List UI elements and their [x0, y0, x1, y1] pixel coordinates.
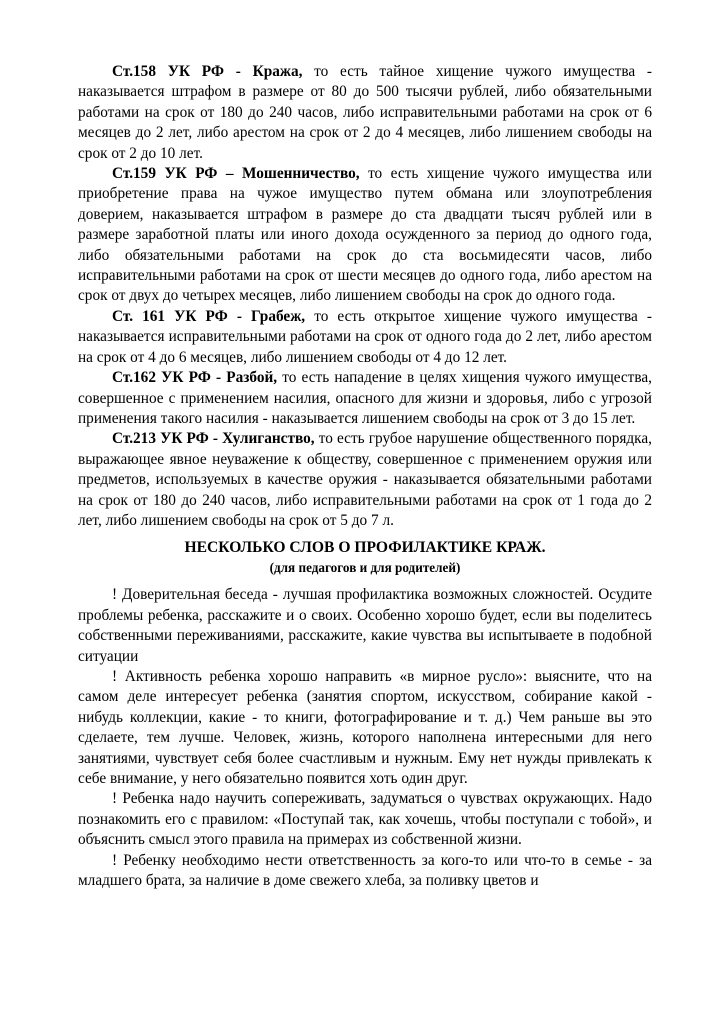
article-paragraph-161: [78, 307, 652, 368]
tip-paragraph-4: ! Ребенку необходимо нести ответственность за кого-то или что-то в семье - за младшего брата, за наличие в доме свежего хлеба, за поливку цветов и: [78, 851, 652, 890]
article-lead-162: Ст.162 УК РФ - Разбой,: [112, 369, 278, 387]
article-lead-213: Ст.213 УК РФ - Хулиганство,: [112, 430, 315, 448]
article-lead-161: Ст. 161 УК РФ - Грабеж,: [112, 307, 306, 325]
article-paragraph-158: [78, 62, 652, 164]
article-paragraph-159: [78, 164, 652, 307]
article-lead-158: Ст.158 УК РФ - Кража,: [112, 63, 303, 80]
section-heading: НЕСКОЛЬКО СЛОВ О ПРОФИЛАКТИКЕ КРАЖ.: [184, 539, 546, 557]
article-body-161: то есть открытое хищение чужого имущества - наказывается исправительными работами на срок от одного года до 2 лет, либо арестом на срок от 4 до 6 месяцев, либо лишением свободы от 4 до 12 лет.: [78, 307, 653, 366]
tip-paragraph-1: ! Доверительная беседа - лучшая профилактика возможных сложностей. Осудите проблемы ребенка, расскажите и о своих. Особенно хорошо будет, если вы поделитесь собственными переживаниями, расскажите, какие чувства вы испытываете в подобной ситуации: [78, 586, 652, 665]
article-body-159: то есть хищение чужого имущества или приобретение права на чужое имущество путем обмана или злоупотребления доверием, наказывается штрафом в размере до ста двадцати тысяч рублей или в размере заработной платы или иного дохода осужденного за период до одного года, либо обязательными работами на срок до ста восьмидесяти часов, либо исправительными работами на срок от шести месяцев до одного года, либо арестом на срок от двух до четырех месяцев, либо лишением свободы на срок до одного года.: [78, 165, 652, 305]
article-body-158: то есть тайное хищение чужого имущества - наказывается штрафом в размере от 80 до 500 тысячи рублей, либо обязательными работами на срок от 180 до 240 часов, либо исправительными работами на срок от 6 месяцев до 2 лет, либо арестом на срок от 2 до 4 месяцев, либо лишением свободы на срок от 2 до 10 лет.: [78, 63, 652, 162]
article-body-213: то есть грубое нарушение общественного порядка, выражающее явное неуважение к обществу, совершенное с применением оружия или предметов, используемых в качестве оружия - наказывается обязательными работами на срок от 180 до 240 часов, либо исправительными работами на срок от 1 года до 2 лет, либо лишением свободы на срок от 5 до 7 л.: [78, 430, 652, 529]
tip-paragraph-2: ! Активность ребенка хорошо направить «в мирное русло»: выясните, что на самом деле интересует ребенка (занятия спортом, искусством, собирание какой - нибудь коллекции, какие - то книги, фотографирование и т. д.) Чем раньше вы это сделаете, тем лучше. Человек, жизнь, которого наполнена интересными для него занятиями, чувствует себя более счастливым и нужным. Ему нет нужды привлекать к себе внимание, у него обязательно появится хоть один друг.: [78, 667, 652, 787]
article-body-162: то есть нападение в целях хищения чужого имущества, совершенное с применением насилия, опасного для жизни и здоровья, либо с угрозой применения такого насилия - наказывается лишением свободы на срок от 3 до 15 лет.: [78, 369, 653, 427]
heading-spacer: [78, 577, 652, 585]
article-paragraph-162: [78, 368, 652, 429]
article-paragraph-213: [78, 429, 652, 531]
article-lead-159: Ст.159 УК РФ – Мошенничество,: [112, 165, 360, 183]
tip-paragraph-3: ! Ребенка надо научить сопереживать, задуматься о чувствах окружающих. Надо познакомить его с правилом: «Поступай так, как хочешь, чтобы поступали с тобой», и объяснить смысл этого правила на примерах из собственной жизни.: [78, 790, 652, 849]
section-subheading: (для педагогов и для родителей): [269, 560, 461, 576]
